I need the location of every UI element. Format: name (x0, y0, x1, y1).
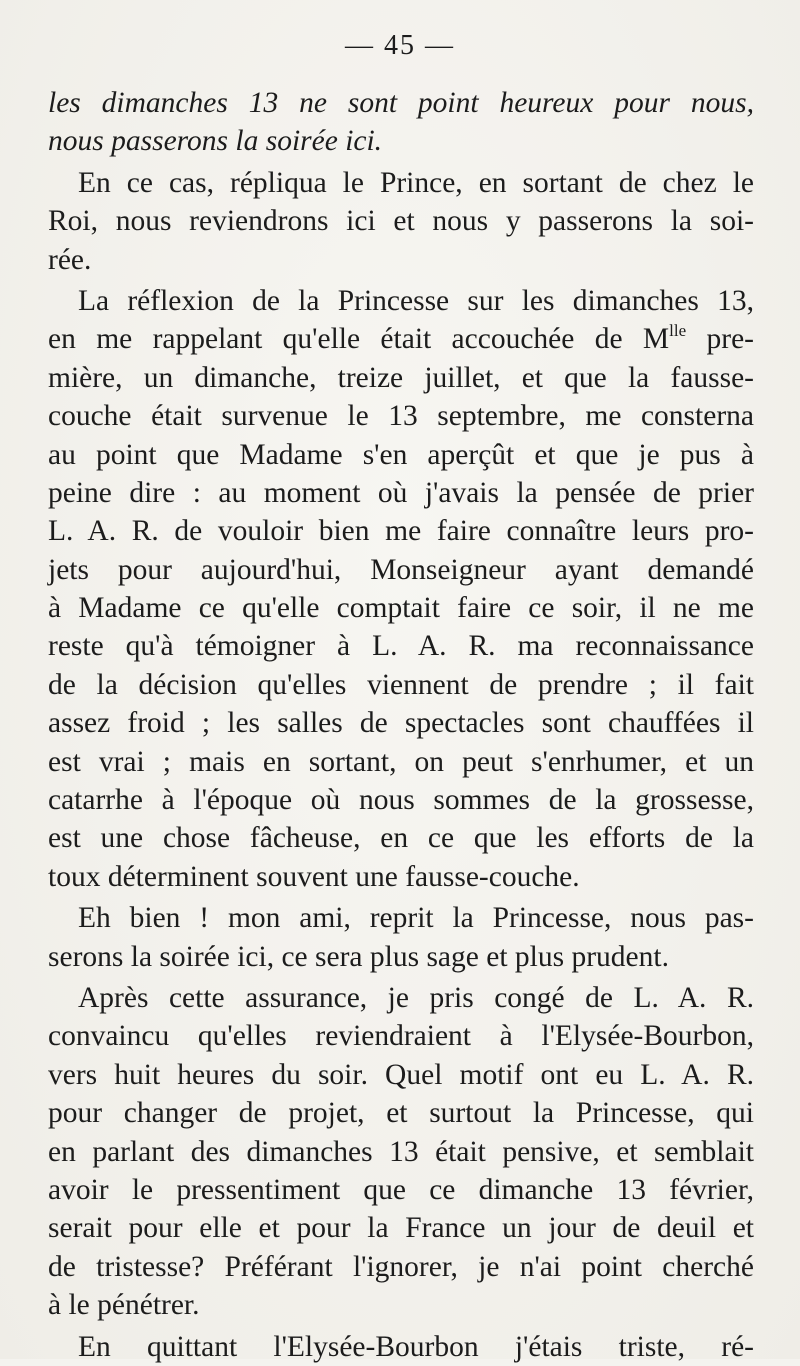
text-line: vers huit heures du soir. Quel motif ont eu L. A. R. (48, 1058, 754, 1091)
text-line: mière, un dimanche, treize juillet, et que la fausse- (48, 361, 754, 394)
text-line: En quittant l'Elysée-Bourbon j'étais triste, ré- (78, 1330, 754, 1363)
paragraph (48, 979, 754, 1325)
text-line: pour changer de projet, et surtout la Princesse, qui (48, 1097, 754, 1130)
text-line: assez froid ; les salles de spectacles sont chauffées il (48, 707, 754, 740)
text-line: serons la soirée ici, ce sera plus sage et plus prudent. (48, 940, 669, 973)
text-line: avoir le pressentiment que ce dimanche 13 février, (48, 1173, 754, 1206)
text-line: Eh bien ! mon ami, reprit la Princesse, nous pas- (78, 902, 754, 935)
text-line: peine dire : au moment où j'avais la pensée de prier (48, 476, 754, 509)
text-line: de la décision qu'elles viennent de prendre ; il fait (48, 668, 754, 701)
text-line: en parlant des dimanches 13 était pensive, et semblait (48, 1135, 754, 1168)
text-line: rée. (48, 243, 92, 276)
paragraph (48, 282, 754, 896)
text-line: En ce cas, répliqua le Prince, en sortant de chez le (78, 166, 754, 199)
text-line: Après cette assurance, je pris congé de L. A. R. (78, 981, 754, 1014)
text-line: à le pénétrer. (48, 1289, 200, 1322)
text-line: convaincu qu'elles reviendraient à l'Elysée-Bourbon, (48, 1020, 754, 1053)
paragraph (48, 164, 754, 279)
text-line: en me rappelant qu'elle était accouchée de $M^{lle}$ pre- (48, 321, 754, 356)
text-line: de tristesse? Préférant l'ignorer, je n'ai point cherché (48, 1250, 754, 1283)
text-line: toux déterminent souvent une fausse-couche. (48, 860, 580, 893)
text-line: jets pour aujourd'hui, Monseigneur ayant demandé (48, 553, 754, 586)
text-line: au point que Madame s'en aperçût et que je pus à (48, 438, 754, 471)
text-line: reste qu'à témoigner à L. A. R. ma reconnaissance (48, 630, 754, 663)
text-line: nous passerons la soirée ici. (48, 125, 383, 158)
text-line: est une chose fâcheuse, en ce que les efforts de la (48, 822, 754, 855)
text-line: serait pour elle et pour la France un jour de deuil et (48, 1212, 754, 1245)
text-line: catarrhe à l'époque où nous sommes de la grossesse, (48, 784, 754, 817)
paragraph (48, 84, 754, 161)
text-line: La réflexion de la Princesse sur les dimanches 13, (78, 284, 754, 317)
text-line: les dimanches 13 ne sont point heureux pour nous, (48, 87, 754, 119)
text-line: couche était survenue le 13 septembre, me consterna (48, 400, 754, 433)
text-line: est vrai ; mais en sortant, on peut s'enrhumer, et un (48, 745, 754, 778)
text-line: Roi, nous reviendrons ici et nous y passerons la soi- (48, 205, 754, 238)
text-line: L. A. R. de vouloir bien me faire connaître leurs pro- (48, 515, 754, 548)
text-line: à Madame ce qu'elle comptait faire ce soir, il ne me (48, 592, 754, 625)
page-number: — 45 — (345, 30, 455, 61)
paragraph (48, 1328, 754, 1366)
body-text (48, 84, 754, 1366)
paragraph (48, 899, 754, 976)
